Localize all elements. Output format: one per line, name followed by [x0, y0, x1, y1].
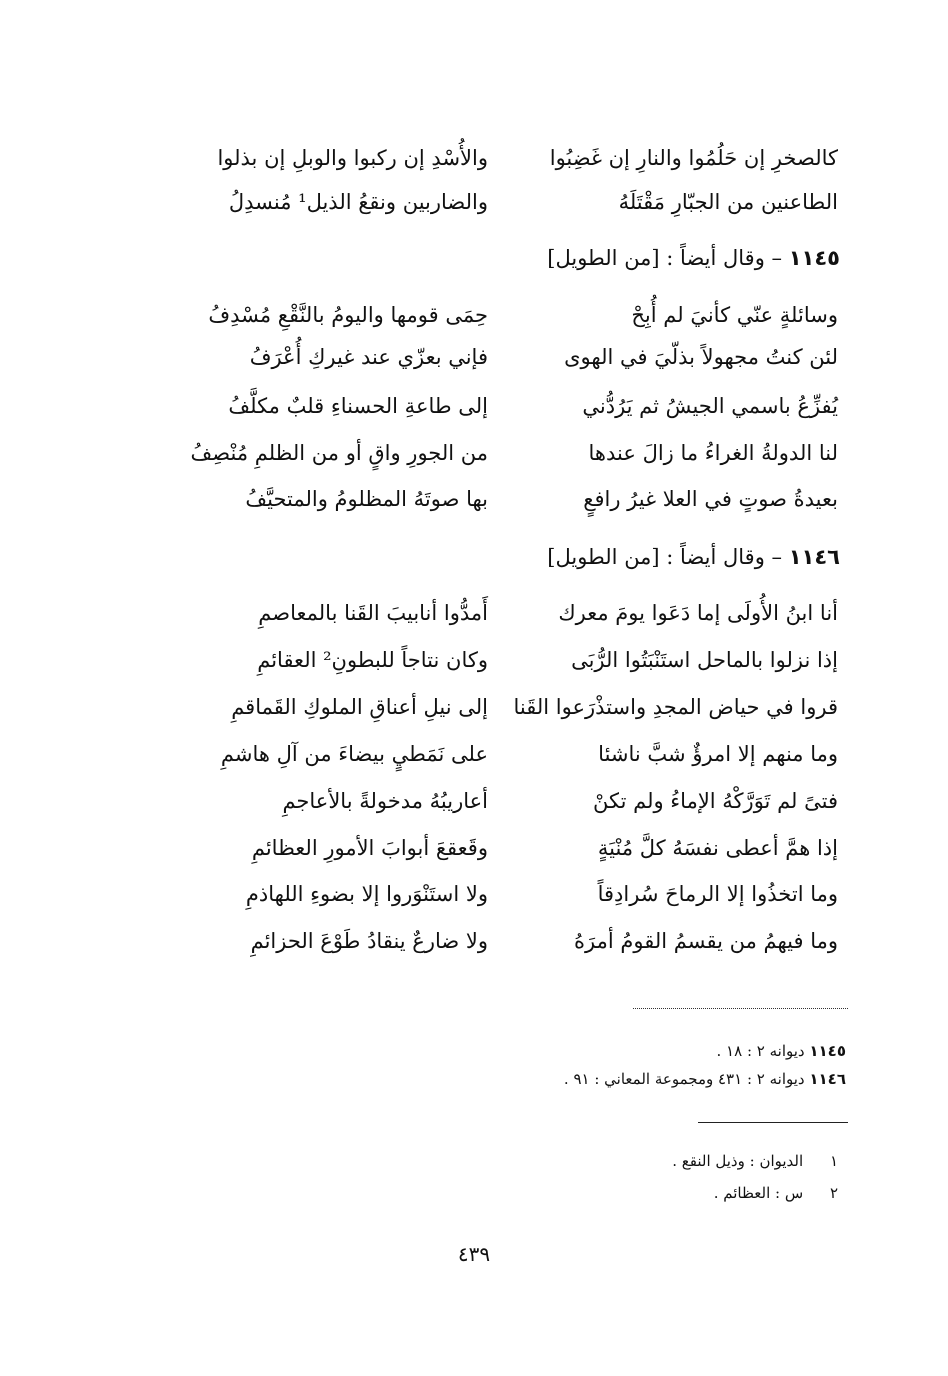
verse-hemistich-left: إلى طاعةِ الحسناءِ قلبٌ مكلَّفُ: [228, 394, 488, 418]
page-number: ٤٣٩: [457, 1242, 491, 1266]
verse-hemistich-right: وما فيهمُ من يقسمُ القومُ أمرَهُ: [574, 929, 838, 953]
verse-hemistich-left: على نَمَطيٍ بيضاءَ من آلِ هاشمِ: [220, 742, 488, 766]
poem-number: ١١٤٦: [788, 545, 840, 569]
verse-hemistich-left: إلى نيلِ أعناقِ الملوكِ القَماقمِ: [231, 695, 488, 719]
verse-hemistich-right: الطاعنين من الجبّارِ مَقْتَلَهُ: [618, 190, 838, 214]
verse-hemistich-left: أعاريبُهُ مدخولةً بالأعاجمِ: [282, 789, 488, 813]
verse-hemistich-left: وقَعقعَ أبوابَ الأمورِ العظائمِ: [251, 836, 488, 860]
verse-hemistich-left: من الجورِ واقٍ أو من الظلمِ مُنْصِفُ: [190, 441, 488, 465]
source-text: ديوانه ٢ : ٤٣١ ومجموعة المعاني : ٩١ .: [563, 1070, 805, 1088]
footnote-number: ١: [829, 1152, 838, 1170]
footnote-text: س : العظائم .: [713, 1184, 804, 1202]
verse-hemistich-right: لئن كنتُ مجهولاً بذلّيَ في الهوى: [564, 345, 838, 369]
footnote-number: ٢: [829, 1184, 838, 1202]
verse-hemistich-right: إذا نزلوا بالماحل استَنْبَتُوا الرُّبَى: [571, 648, 838, 672]
verse-hemistich-right: بعيدةُ صوتٍ في العلا غيرُ رافعٍ: [583, 487, 838, 511]
verse-hemistich-right: وما اتخذُوا إلا الرماحَ سُرادِقاً: [597, 882, 838, 906]
verse-hemistich-right: فتىً لم تَوَرَّكْهُ الإماءُ ولم تكنْ: [593, 789, 838, 813]
verse-hemistich-right: لنا الدولةُ الغراءُ ما زالَ عندها: [588, 441, 838, 465]
source-number: ١١٤٥: [809, 1042, 846, 1060]
verse-hemistich-right: قروا في حياض المجدِ واستذْرَعوا القَنا: [513, 695, 838, 719]
footnote: [714, 1182, 838, 1204]
verse-hemistich-left: حِمَى قومها واليومُ بالنَّقْعِ مُسْدِفُ: [208, 303, 488, 327]
dotted-separator: [633, 1008, 848, 1009]
source-text: ديوانه ٢ : ١٨ .: [716, 1042, 805, 1060]
verse-hemistich-left: بها صوتَهُ المظلومُ والمتحيَّفُ: [245, 487, 488, 511]
poem-heading-1146: [547, 542, 840, 572]
poem-number: ١١٤٥: [788, 246, 840, 270]
verse-hemistich-left: ولا استَنْوَروا إلا بضوءِ اللهاذمِ: [245, 882, 488, 906]
source-number: ١١٤٦: [809, 1070, 846, 1088]
verse-hemistich-right: كالصخرِ إن حَلُمُوا والنارِ إن غَضِبُوا: [549, 146, 838, 170]
source-reference: [564, 1068, 846, 1090]
verse-hemistich-right: إذا همَّ أعطى نفسَهُ كلَّ مُنْيَةٍ: [597, 836, 838, 860]
poem-intro: – وقال أيضاً : [من الطويل]: [547, 545, 783, 569]
footnote-separator: [698, 1122, 848, 1123]
verse-hemistich-right: وسائلةٍ عنّي كأنيَ لم أُبِحْ: [631, 303, 838, 327]
poem-heading-1145: [547, 243, 840, 273]
verse-hemistich-left: فإني بعزّي عند غيركِ أُعْرَفُ: [249, 345, 488, 369]
footnote-text: الديوان : وذيل النقع .: [672, 1152, 804, 1170]
source-reference: [717, 1040, 847, 1062]
verse-hemistich-left: أَمدُّوا أنابيبَ القَنا بالمعاصمِ: [258, 601, 488, 625]
verse-hemistich-left: وكان نتاجاً للبطونِ² العقائمِ: [257, 648, 488, 672]
verse-hemistich-right: وما منهم إلا امرؤٌ شبَّ ناشئا: [598, 742, 838, 766]
verse-hemistich-left: والأُسْدِ إن ركبوا والوبلِ إن بذلوا: [217, 146, 488, 170]
verse-hemistich-right: أنا ابنُ الأُولَى إما دَعَوا يومَ معرك: [558, 601, 838, 625]
verse-hemistich-right: يُفزِّعُ باسمي الجيشُ ثم يَرُدُّني: [582, 394, 838, 418]
poem-intro: – وقال أيضاً : [من الطويل]: [547, 246, 783, 270]
verse-hemistich-left: ولا ضارعٌ ينقادُ طَوْعَ الحزائمِ: [250, 929, 488, 953]
verse-hemistich-left: والضاربين ونقعُ الذيل¹ مُنسدِلُ: [228, 190, 488, 214]
footnote: [672, 1150, 838, 1172]
